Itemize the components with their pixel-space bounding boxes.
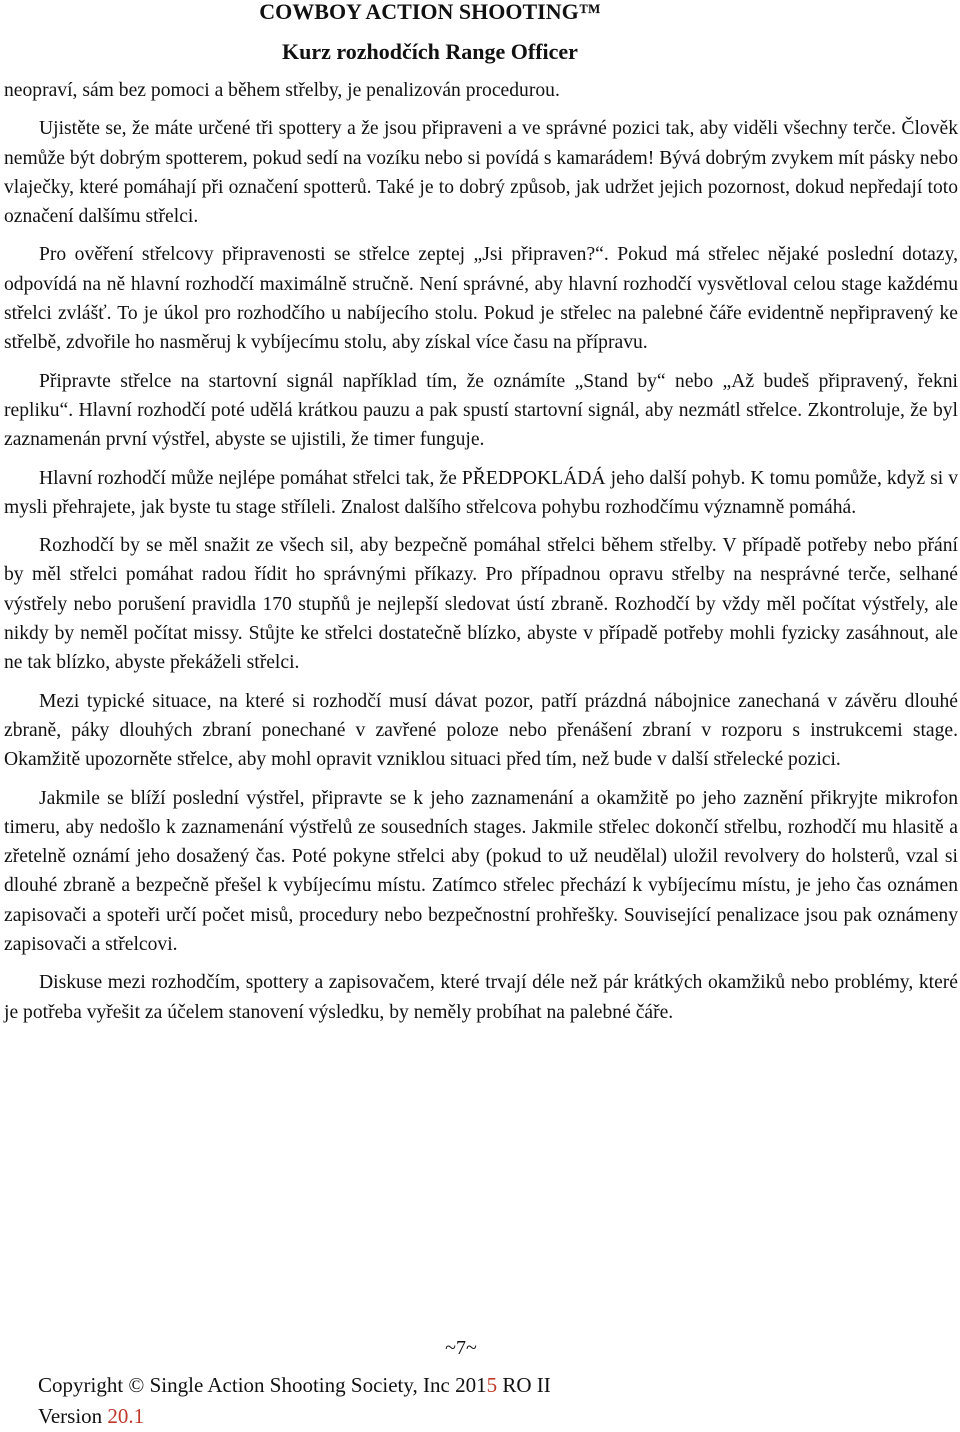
version-line xyxy=(38,1401,551,1432)
page-number: ~7~ xyxy=(445,1337,477,1359)
paragraph-continuation: neopraví, sám bez pomoci a během střelby, je penalizován procedurou. xyxy=(4,80,560,101)
version-label: Version xyxy=(38,1404,108,1428)
document-title: COWBOY ACTION SHOOTING™ xyxy=(259,0,601,24)
paragraph-start-signal: Připravte střelce na startovní signál například tím, že oznámíte „Stand by“ nebo „Až budeš připravený, řekni repliku“. Hlavní rozhodčí poté udělá krátkou pauzu a pak spustí startovní signál, aby nezmátl střelce. Zkontroluje, že byl zaznamenán první výstřel, abyste se ujistili, že timer funguje. xyxy=(4,370,958,451)
copyright-year-digit: 5 xyxy=(486,1373,498,1397)
version-number: 20.1 xyxy=(107,1404,145,1428)
paragraph-assist: Rozhodčí by se měl snažit ze všech sil, aby bezpečně pomáhal střelci během střelby. V případě potřeby nebo přání by měl střelci pomáhat radou řídit ho správnými příkazy. Pro případnou opravu střelby na nesprávné terče, selhané výstřely nebo porušení pravidla 170 stupňů je nejlepší sledovat ústí zbraně. Rozhodčí by vždy měl počítat výstřely, ale nikdy by neměl počítat missy. Stůjte ke střelci dostatečně blízko, abyste v případě potřeby mohli fyzicky zasáhnout, ale ne tak blízko, abyste překáželi střelci. xyxy=(4,535,958,674)
paragraph-typical-situations: Mezi typické situace, na které si rozhodčí musí dávat pozor, patří prázdná nábojnice zanechaná v závěru dlouhé zbraně, páky dlouhých zbraní ponechané v zavřené poloze nebo přenášení zbraní v rozporu s instrukcemi stage. Okamžitě upozorněte střelce, aby mohl opravit vzniklou situaci před tím, než bude v další střelecké pozici. xyxy=(4,690,958,771)
paragraph-spotters: Ujistěte se, že máte určené tři spottery a že jsou připraveni a ve správné pozici tak, aby viděli všechny terče. Člověk nemůže být dobrým spotterem, pokud sedí na vozíku nebo si povídá s kamarádem! Bývá dobrým zvykem mít pásky nebo vlaječky, které pomáhají při označení spotterů. Také je to dobrý způsob, jak udržet jejich pozornost, dokud nepředají toto označení dalšímu střelci. xyxy=(4,118,958,228)
paragraph-discussion: Diskuse mezi rozhodčím, spottery a zapisovačem, které trvají déle než pár krátkých okamžiků nebo problémy, které je potřeba vyřešit za účelem stanovení výsledku, by neměly probíhat na palebné čáře. xyxy=(4,972,958,1023)
footer xyxy=(38,1370,551,1432)
paragraph-anticipate: Hlavní rozhodčí může nejlépe pomáhat střelci tak, že PŘEDPOKLÁDÁ jeho další pohyb. K tomu pomůže, když si v mysli přehrajete, jak byste tu stage stříleli. Znalost dalšího střelcova pohybu rozhodčímu významně pomáhá. xyxy=(4,467,958,518)
copyright-line xyxy=(38,1370,551,1401)
copyright-text: Copyright © Single Action Shooting Society, Inc 201 xyxy=(38,1373,487,1397)
document-body xyxy=(4,76,958,1036)
copyright-suffix: RO II xyxy=(497,1373,551,1397)
document-subtitle: Kurz rozhodčích Range Officer xyxy=(282,39,578,64)
paragraph-last-shot: Jakmile se blíží poslední výstřel, připravte se k jeho zaznamenání a okamžitě po jeho zaznění přikryjte mikrofon timeru, aby nedošlo k zaznamenání výstřelů ze sousedních stages. Jakmile střelec dokončí střelbu, rozhodčí mu hlasitě a zřetelně oznámí jeho dosažený čas. Poté pokyne střelci aby (pokud to už neudělal) uložil revolvery do holsterů, vzal si dlouhé zbraně a bezpečně přešel k vybíjecímu místu. Zatímco střelec přechází k vybíjecímu místu, je jeho čas oznámen zapisovači a spoteři určí počet misů, procedury nebo bezpečnostní prohřešky. Související penalizace jsou pak oznámeny zapisovači a střelcovi. xyxy=(4,787,958,956)
paragraph-readiness: Pro ověření střelcovy připravenosti se střelce zeptej „Jsi připraven?“. Pokud má střelec nějaké poslední dotazy, odpovídá na ně hlavní rozhodčí maximálně stručně. Není správné, aby hlavní rozhodčí vysvětloval celou stage každému střelci zvlášť. To je úkol pro rozhodčího u nabíjecího stolu. Pokud je střelec na palebné čáře evidentně nepřipravený ke střelbě, zdvořile ho nasměruj k vybíjecímu stolu, aby získal více času na přípravu. xyxy=(4,244,958,354)
